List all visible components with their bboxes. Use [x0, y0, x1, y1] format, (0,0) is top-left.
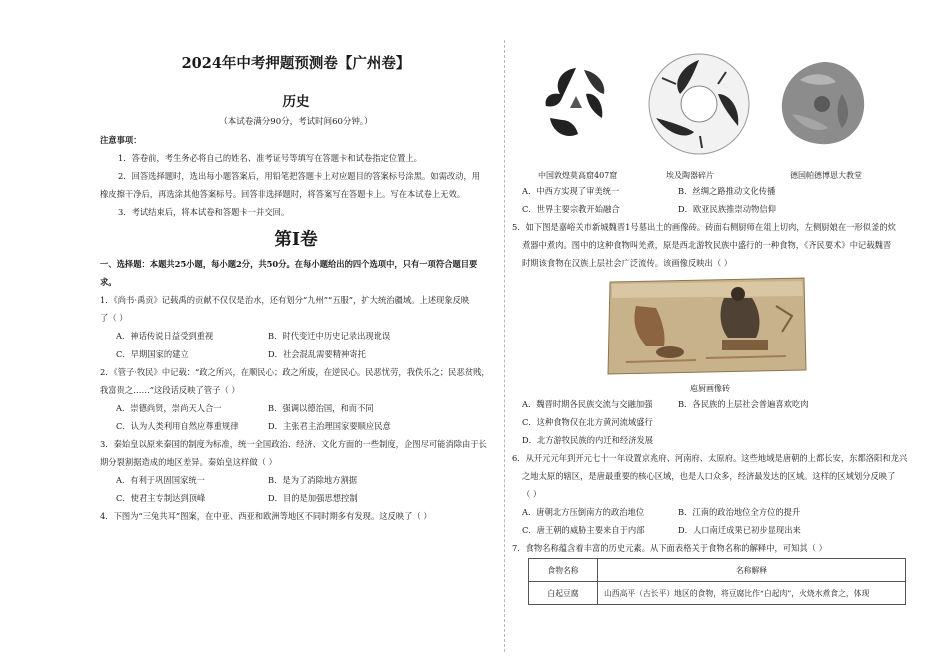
q5-option-a: A．魏晋时期各民族交流与交融加强	[522, 399, 653, 409]
subject-title: 历史	[282, 94, 310, 110]
figure-caption: 中国敦煌莫高窟407窟	[538, 171, 618, 180]
exam-info: （本试卷满分90分，考试时间60分钟。）	[219, 117, 373, 127]
q5-option-c: C．这种食物仅在北方黄河流域盛行	[522, 417, 653, 427]
q5-option-b: B．各民族的上层社会普遍喜欢吃肉	[678, 399, 809, 409]
q6-stem: 6．从开元元年到开元七十一年设置京兆府、河南府、太原府。这些地域是唐朝的上都长安，东都洛阳和龙兴	[512, 453, 908, 463]
q4-option-c: C．世界主要宗教开始融合	[522, 204, 620, 214]
q1-option-c: C．早期国家的建立	[116, 349, 189, 359]
brick-caption: 庖厨画像砖	[690, 384, 730, 393]
table-header-cell: 食物名称	[529, 559, 598, 582]
q6-stem: 之地太原的辖区，是唐最重要的核心区域，也是人口众多，经济最发达的区域。这样的区域划分反映了	[522, 471, 896, 481]
q3-stem: 期分裂割据造成的地区差异。秦始皇这样做（ ）	[100, 457, 277, 467]
notice-item: 1．答卷前，考生务必将自己的姓名、准考证号等填写在答题卡和试卷指定位置上。	[118, 153, 422, 163]
table-header-cell: 名称解释	[598, 559, 906, 582]
q2-option-c: C．认为人类利用自然应尊重规律	[116, 421, 239, 431]
q3-option-d: D．目的是加强思想控制	[268, 493, 358, 503]
q3-stem: 3．秦始皇以原来秦国的制度为标准，统一全国政治、经济、文化方面的一些制度，企图尽可能消除由于长	[100, 439, 487, 449]
part-title: 第Ⅰ卷	[274, 230, 318, 250]
q5-option-d: D．北方游牧民族的内迁和经济发展	[522, 435, 654, 445]
q5-stem: 时期该食物在汉族上层社会广泛流传。该画像反映出（ ）	[522, 258, 733, 268]
q5-stem: 煮器中煮肉。图中的这种食物叫羌煮，原是西北游牧民族中盛行的一种食物，《齐民要术》中记载魏晋	[522, 240, 892, 250]
q4-option-a: A．中西方实现了审美统一	[522, 186, 620, 196]
table-cell: 山西高平（古长平）地区的食物，将豆腐比作“白起肉”，火烧水煮食之，体现	[598, 582, 906, 605]
q1-stem: 1．《尚书·禹贡》记载禹的贡献不仅仅是治水，还有划分“九州”“五服”，扩大统治疆域。上述现象反映	[100, 295, 470, 305]
q4-option-d: D．欧亚民族推崇动物信仰	[678, 204, 776, 214]
q2-option-b: B．强调以德治国，和而不同	[268, 403, 374, 413]
q2-stem: 2．《管子·牧民》中记载：“政之所兴，在顺民心；政之所废，在逆民心。民恶忧劳，我佚乐之；民恶贫贱，	[100, 367, 490, 377]
q1-option-d: D．社会混乱需要精神寄托	[268, 349, 366, 359]
q2-stem: 我富贵之……”这段话反映了管子（ ）	[100, 385, 240, 395]
q1-option-b: B．时代变迁中历史记录出现讹误	[268, 331, 391, 341]
q6-option-a: A．唐朝北方压倒南方的政治地位	[522, 507, 645, 517]
q5-stem: 5．如下图是嘉峪关市新城魏晋1号墓出土的画像砖。砖面右侧厨师在俎上切肉，左侧厨娘在一形似釜的炊	[512, 222, 896, 232]
q3-option-c: C．使君主专制达到顶峰	[116, 493, 206, 503]
notice-item: 橡皮擦干净后，再选涂其他答案标号。回答非选择题时，将答案写在答题卡上。写在本试卷上无效。	[100, 189, 466, 199]
q3-option-b: B．是为了消除地方割据	[268, 475, 358, 485]
figure-caption: 德国帕德博恩大教堂	[790, 171, 862, 180]
q6-option-b: B．江南的政治地位全方位的提升	[678, 507, 801, 517]
column-divider	[504, 40, 505, 652]
section-instructions: 一、选择题：本题共25小题，每小题2分，共50分。在每小题给出的四个选项中，只有一项符合题目要	[100, 259, 478, 269]
notice-item: 3．考试结束后，将本试卷和答题卡一并交回。	[118, 207, 290, 217]
q1-stem: 了（ ）	[100, 313, 128, 323]
q2-option-a: A．崇德尚贤，崇尚天人合一	[116, 403, 222, 413]
q4-stem: 4．下图为“三兔共耳”图案，在中亚、西亚和欧洲等地区不同时期多有发现。这反映了（ ）	[100, 511, 432, 521]
q2-option-d: D．主张君主治理国家要顺应民意	[268, 421, 391, 431]
table-row	[529, 582, 906, 605]
q6-option-d: D．人口南迁成果已初步显现出来	[678, 525, 801, 535]
figure-caption: 埃及陶器碎片	[666, 171, 714, 180]
notice-heading: 注意事项：	[100, 135, 142, 145]
q4-option-b: B．丝绸之路推动文化传播	[678, 186, 776, 196]
q3-option-a: A．有利于巩固国家统一	[116, 475, 205, 485]
q7-stem: 7．食物名称蕴含着丰富的历史元素。从下面表格关于食物名称的解释中，可知其（ ）	[512, 543, 827, 553]
section-instructions: 求。	[100, 277, 117, 287]
left-column	[100, 0, 492, 672]
q6-option-c: C．唐王朝的威胁主要来自于内部	[522, 525, 645, 535]
q1-option-a: A．神话传说日益受到重视	[116, 331, 214, 341]
table-header-row	[529, 559, 906, 582]
table-cell: 白起豆腐	[529, 582, 598, 605]
notice-item: 2．回答选择题时，选出每小题答案后，用铅笔把答题卡上对应题目的答案标号涂黑。如需改动，用	[118, 171, 481, 181]
q6-stem: （ ）	[522, 489, 542, 499]
food-name-table	[528, 558, 906, 605]
paper-title: 2024年中考押题预测卷【广州卷】	[181, 55, 411, 72]
